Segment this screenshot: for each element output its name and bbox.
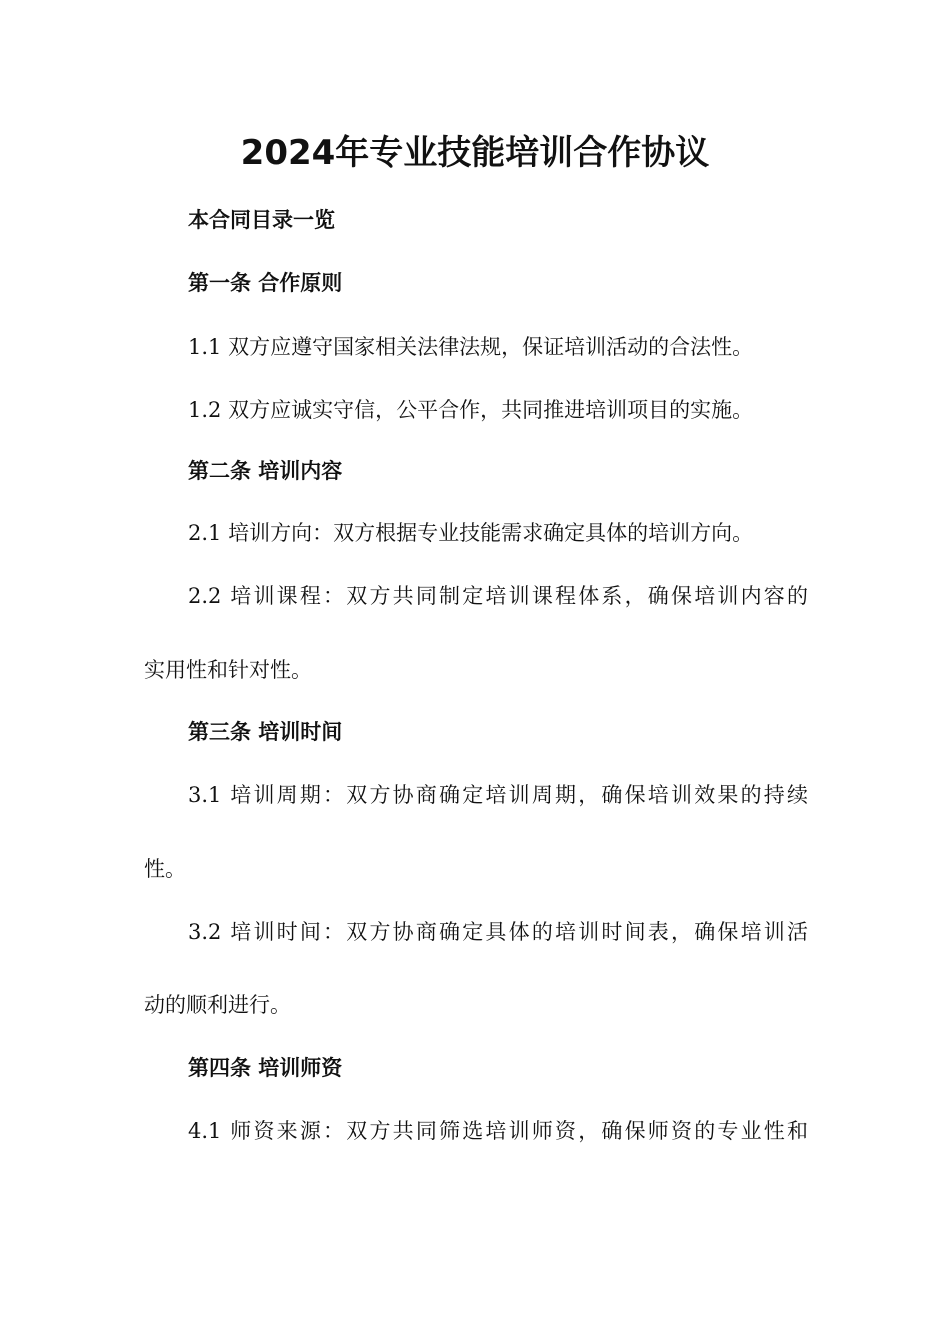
clause-1-2: 1.2 双方应诚实守信，公平合作，共同推进培训项目的实施。 xyxy=(188,398,754,422)
clause-2-2-line-2: 实用性和针对性。 xyxy=(144,658,312,682)
section-heading-4: 第四条 培训师资 xyxy=(188,1056,343,1080)
clause-4-1-line-1: 4.1 师资来源：双方共同筛选培训师资，确保师资的专业性和 xyxy=(188,1119,808,1143)
document-title: 2024年专业技能培训合作协议 xyxy=(240,133,710,173)
clause-2-2-line-1: 2.2 培训课程：双方共同制定培训课程体系，确保培训内容的 xyxy=(188,584,808,608)
clause-3-1-line-2: 性。 xyxy=(144,857,186,881)
toc-heading: 本合同目录一览 xyxy=(188,208,335,232)
clause-3-1-line-1: 3.1 培训周期：双方协商确定培训周期，确保培训效果的持续 xyxy=(188,783,808,807)
section-heading-1: 第一条 合作原则 xyxy=(188,271,343,295)
clause-2-1: 2.1 培训方向：双方根据专业技能需求确定具体的培训方向。 xyxy=(188,521,754,545)
clause-3-2-line-2: 动的顺利进行。 xyxy=(144,993,291,1017)
section-heading-2: 第二条 培训内容 xyxy=(188,459,343,483)
clause-3-2-line-1: 3.2 培训时间：双方协商确定具体的培训时间表，确保培训活 xyxy=(188,920,808,944)
clause-1-1: 1.1 双方应遵守国家相关法律法规，保证培训活动的合法性。 xyxy=(188,335,754,359)
section-heading-3: 第三条 培训时间 xyxy=(188,720,343,744)
